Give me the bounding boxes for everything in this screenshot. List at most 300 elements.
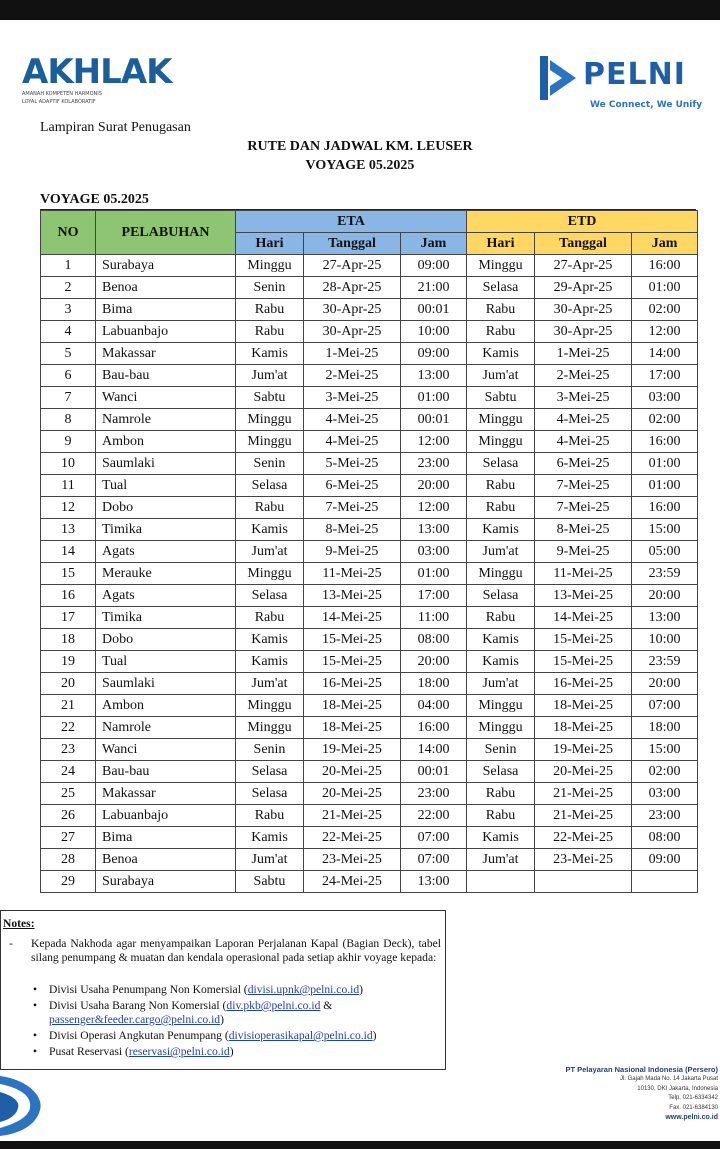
- cell-port: Labuanbajo: [96, 805, 236, 827]
- lampiran-label: Lampiran Surat Penugasan: [40, 120, 191, 135]
- cell-etd-jam: 05:00: [632, 541, 698, 563]
- cell-eta-hari: Jum'at: [236, 849, 304, 871]
- cell-etd-jam: 09:00: [632, 849, 698, 871]
- cell-etd-tanggal: 7-Mei-25: [535, 497, 632, 519]
- cell-eta-hari: Kamis: [236, 651, 304, 673]
- cell-eta-tanggal: 13-Mei-25: [304, 585, 401, 607]
- cell-eta-hari: Rabu: [236, 607, 304, 629]
- cell-eta-tanggal: 20-Mei-25: [304, 761, 401, 783]
- cell-etd-tanggal: [535, 871, 632, 893]
- cell-etd-tanggal: 15-Mei-25: [535, 651, 632, 673]
- cell-eta-tanggal: 1-Mei-25: [304, 343, 401, 365]
- cell-eta-jam: 00:01: [401, 299, 467, 321]
- cell-eta-jam: 00:01: [401, 761, 467, 783]
- schedule-body: [41, 255, 698, 893]
- document-subtitle: VOYAGE 05.2025: [305, 158, 415, 173]
- akhlak-tagline-2: LOYAL ADAPTIF KOLABORATIF: [22, 99, 96, 105]
- cell-etd-tanggal: 14-Mei-25: [535, 607, 632, 629]
- cell-port: Agats: [96, 541, 236, 563]
- cell-no: 3: [41, 299, 96, 321]
- table-row: [41, 497, 698, 519]
- header-eta-hari: Hari: [236, 233, 304, 255]
- akhlak-logo: [22, 52, 172, 105]
- note-text-end: ): [359, 983, 364, 996]
- table-row: [41, 453, 698, 475]
- table-row: [41, 299, 698, 321]
- cell-no: 11: [41, 475, 96, 497]
- header-port: PELABUHAN: [96, 211, 236, 255]
- cell-eta-hari: Selasa: [236, 475, 304, 497]
- cell-etd-tanggal: 21-Mei-25: [535, 783, 632, 805]
- cell-etd-hari: Jum'at: [467, 673, 535, 695]
- cell-etd-jam: 02:00: [632, 409, 698, 431]
- cell-eta-tanggal: 15-Mei-25: [304, 651, 401, 673]
- cell-etd-tanggal: 15-Mei-25: [535, 629, 632, 651]
- notes-heading: Notes:: [3, 917, 35, 930]
- cell-eta-tanggal: 21-Mei-25: [304, 805, 401, 827]
- table-row: [41, 541, 698, 563]
- cell-etd-tanggal: 1-Mei-25: [535, 343, 632, 365]
- cell-eta-jam: 13:00: [401, 519, 467, 541]
- pelni-wordmark: PELNI: [583, 57, 686, 92]
- header-etd-hari: Hari: [467, 233, 535, 255]
- cell-etd-hari: Rabu: [467, 321, 535, 343]
- cell-eta-jam: 10:00: [401, 321, 467, 343]
- cell-port: Bau-bau: [96, 761, 236, 783]
- cell-eta-jam: 08:00: [401, 629, 467, 651]
- cell-eta-hari: Senin: [236, 453, 304, 475]
- header-eta-jam: Jam: [401, 233, 467, 255]
- cell-port: Bima: [96, 827, 236, 849]
- cell-eta-jam: 07:00: [401, 849, 467, 871]
- cell-port: Wanci: [96, 739, 236, 761]
- cell-etd-jam: 02:00: [632, 299, 698, 321]
- cell-port: Namrole: [96, 409, 236, 431]
- cell-etd-jam: 16:00: [632, 255, 698, 277]
- cell-etd-hari: Rabu: [467, 475, 535, 497]
- cell-eta-tanggal: 20-Mei-25: [304, 783, 401, 805]
- cell-no: 6: [41, 365, 96, 387]
- cell-eta-tanggal: 6-Mei-25: [304, 475, 401, 497]
- cell-no: 10: [41, 453, 96, 475]
- cell-no: 20: [41, 673, 96, 695]
- table-row: [41, 519, 698, 541]
- pelni-swoosh-icon: [0, 1070, 50, 1140]
- cell-eta-hari: Minggu: [236, 695, 304, 717]
- cell-etd-jam: 23:59: [632, 563, 698, 585]
- cell-etd-tanggal: 21-Mei-25: [535, 805, 632, 827]
- footer-address-2: 10130, DKI Jakarta, Indonesia: [637, 1085, 718, 1092]
- cell-no: 18: [41, 629, 96, 651]
- footer-phone: Telp. 021-6334342: [668, 1095, 718, 1101]
- note-item: [31, 1045, 441, 1059]
- cell-port: Ambon: [96, 695, 236, 717]
- cell-eta-hari: Kamis: [236, 629, 304, 651]
- cell-eta-jam: 12:00: [401, 431, 467, 453]
- akhlak-tagline-1: AMANAH KOMPETEN HARMONIS: [22, 91, 102, 97]
- table-row: [41, 255, 698, 277]
- cell-etd-tanggal: 2-Mei-25: [535, 365, 632, 387]
- cell-eta-jam: 13:00: [401, 365, 467, 387]
- notes-box: [0, 910, 446, 1070]
- cell-no: 12: [41, 497, 96, 519]
- cell-etd-hari: Rabu: [467, 299, 535, 321]
- cell-etd-tanggal: 4-Mei-25: [535, 431, 632, 453]
- cell-eta-jam: 22:00: [401, 805, 467, 827]
- table-row: [41, 431, 698, 453]
- cell-no: 25: [41, 783, 96, 805]
- cell-etd-jam: 12:00: [632, 321, 698, 343]
- cell-etd-hari: Kamis: [467, 519, 535, 541]
- header-no: NO: [41, 211, 96, 255]
- cell-eta-hari: Minggu: [236, 563, 304, 585]
- cell-etd-jam: 01:00: [632, 277, 698, 299]
- footer-company: PT Pelayaran Nasional Indonesia (Persero): [565, 1065, 718, 1074]
- cell-etd-jam: 13:00: [632, 607, 698, 629]
- cell-etd-hari: Selasa: [467, 585, 535, 607]
- cell-etd-tanggal: 22-Mei-25: [535, 827, 632, 849]
- footer-fax: Fax. 021-6384130: [669, 1104, 718, 1111]
- cell-eta-hari: Jum'at: [236, 365, 304, 387]
- cell-port: Bima: [96, 299, 236, 321]
- cell-eta-jam: 18:00: [401, 673, 467, 695]
- note-text: Pusat Reservasi (: [49, 1045, 129, 1058]
- cell-etd-tanggal: 20-Mei-25: [535, 761, 632, 783]
- cell-eta-hari: Sabtu: [236, 387, 304, 409]
- note-text: Divisi Usaha Barang Non Komersial (: [49, 999, 227, 1012]
- cell-eta-tanggal: 18-Mei-25: [304, 695, 401, 717]
- cell-eta-jam: 00:01: [401, 409, 467, 431]
- cell-etd-tanggal: 9-Mei-25: [535, 541, 632, 563]
- cell-eta-jam: 04:00: [401, 695, 467, 717]
- email-link[interactable]: divisi.upnk@pelni.co.id: [247, 983, 360, 996]
- cell-no: 14: [41, 541, 96, 563]
- cell-etd-tanggal: 29-Apr-25: [535, 277, 632, 299]
- cell-etd-hari: Minggu: [467, 717, 535, 739]
- cell-etd-hari: Minggu: [467, 431, 535, 453]
- cell-etd-jam: 20:00: [632, 673, 698, 695]
- cell-no: 27: [41, 827, 96, 849]
- cell-etd-tanggal: 30-Apr-25: [535, 321, 632, 343]
- header-row-top: [41, 211, 698, 233]
- cell-eta-jam: 03:00: [401, 541, 467, 563]
- table-row: [41, 651, 698, 673]
- note-text-end: ): [220, 1013, 224, 1026]
- cell-eta-hari: Rabu: [236, 497, 304, 519]
- cell-no: 17: [41, 607, 96, 629]
- cell-etd-jam: 10:00: [632, 629, 698, 651]
- cell-no: 29: [41, 871, 96, 893]
- cell-eta-jam: 01:00: [401, 387, 467, 409]
- cell-etd-hari: Sabtu: [467, 387, 535, 409]
- cell-eta-tanggal: 4-Mei-25: [304, 409, 401, 431]
- cell-eta-tanggal: 9-Mei-25: [304, 541, 401, 563]
- voyage-label: VOYAGE 05.2025: [40, 192, 149, 207]
- header-eta: ETA: [236, 211, 467, 233]
- cell-eta-tanggal: 27-Apr-25: [304, 255, 401, 277]
- cell-etd-tanggal: 3-Mei-25: [535, 387, 632, 409]
- table-row: [41, 717, 698, 739]
- cell-port: Saumlaki: [96, 453, 236, 475]
- cell-etd-hari: Jum'at: [467, 849, 535, 871]
- document-title: RUTE DAN JADWAL KM. LEUSER: [247, 139, 473, 154]
- cell-no: 16: [41, 585, 96, 607]
- cell-eta-tanggal: 30-Apr-25: [304, 321, 401, 343]
- cell-no: 19: [41, 651, 96, 673]
- cell-port: Dobo: [96, 497, 236, 519]
- cell-etd-jam: 17:00: [632, 365, 698, 387]
- cell-eta-hari: Selasa: [236, 585, 304, 607]
- table-row: [41, 805, 698, 827]
- cell-eta-jam: 09:00: [401, 343, 467, 365]
- cell-port: Surabaya: [96, 255, 236, 277]
- cell-eta-tanggal: 5-Mei-25: [304, 453, 401, 475]
- cell-etd-tanggal: 7-Mei-25: [535, 475, 632, 497]
- cell-etd-jam: 08:00: [632, 827, 698, 849]
- table-row: [41, 409, 698, 431]
- cell-eta-hari: Minggu: [236, 409, 304, 431]
- cell-etd-jam: [632, 871, 698, 893]
- footer-web[interactable]: www.pelni.co.id: [665, 1114, 718, 1121]
- cell-etd-tanggal: 16-Mei-25: [535, 673, 632, 695]
- cell-etd-hari: [467, 871, 535, 893]
- cell-eta-hari: Senin: [236, 277, 304, 299]
- cell-etd-tanggal: 30-Apr-25: [535, 299, 632, 321]
- cell-eta-tanggal: 19-Mei-25: [304, 739, 401, 761]
- table-row: [41, 783, 698, 805]
- cell-etd-tanggal: 27-Apr-25: [535, 255, 632, 277]
- table-row: [41, 673, 698, 695]
- table-row: [41, 827, 698, 849]
- cell-etd-hari: Kamis: [467, 827, 535, 849]
- cell-port: Merauke: [96, 563, 236, 585]
- email-link[interactable]: passenger&feeder.cargo@pelni.co.id: [49, 1013, 221, 1026]
- header-eta-tanggal: Tanggal: [304, 233, 401, 255]
- cell-eta-jam: 07:00: [401, 827, 467, 849]
- cell-etd-jam: 15:00: [632, 739, 698, 761]
- cell-etd-jam: 18:00: [632, 717, 698, 739]
- bottom-black-bar: [0, 1141, 720, 1149]
- cell-port: Tual: [96, 475, 236, 497]
- cell-eta-jam: 20:00: [401, 475, 467, 497]
- cell-port: Saumlaki: [96, 673, 236, 695]
- cell-no: 26: [41, 805, 96, 827]
- cell-etd-hari: Selasa: [467, 761, 535, 783]
- cell-eta-hari: Rabu: [236, 299, 304, 321]
- cell-etd-hari: Selasa: [467, 453, 535, 475]
- cell-no: 24: [41, 761, 96, 783]
- cell-eta-jam: 23:00: [401, 783, 467, 805]
- cell-etd-tanggal: 19-Mei-25: [535, 739, 632, 761]
- cell-eta-jam: 13:00: [401, 871, 467, 893]
- note-text: Divisi Operasi Angkutan Penumpang (: [49, 1029, 229, 1042]
- table-row: [41, 849, 698, 871]
- cell-port: Timika: [96, 607, 236, 629]
- cell-eta-jam: 11:00: [401, 607, 467, 629]
- cell-port: Agats: [96, 585, 236, 607]
- pelni-tagline: We Connect, We Unify: [590, 100, 703, 110]
- cell-eta-tanggal: 30-Apr-25: [304, 299, 401, 321]
- cell-eta-hari: Minggu: [236, 431, 304, 453]
- notes-dash: -: [9, 937, 13, 950]
- email-link[interactable]: reservasi@pelni.co.id: [128, 1045, 230, 1058]
- cell-eta-hari: Rabu: [236, 805, 304, 827]
- cell-eta-tanggal: 18-Mei-25: [304, 717, 401, 739]
- email-link[interactable]: div.pkb@pelni.co.id: [226, 999, 321, 1012]
- cell-port: Makassar: [96, 783, 236, 805]
- cell-etd-jam: 16:00: [632, 497, 698, 519]
- note-text: Divisi Usaha Penumpang Non Komersial (: [49, 983, 248, 996]
- cell-eta-jam: 23:00: [401, 453, 467, 475]
- cell-etd-jam: 23:00: [632, 805, 698, 827]
- table-row: [41, 475, 698, 497]
- cell-etd-jam: 03:00: [632, 783, 698, 805]
- note-text-mid: &: [320, 999, 333, 1012]
- cell-no: 23: [41, 739, 96, 761]
- cell-etd-hari: Minggu: [467, 409, 535, 431]
- cell-eta-tanggal: 15-Mei-25: [304, 629, 401, 651]
- top-black-bar: [0, 0, 720, 20]
- cell-eta-tanggal: 28-Apr-25: [304, 277, 401, 299]
- cell-eta-tanggal: 22-Mei-25: [304, 827, 401, 849]
- cell-eta-tanggal: 3-Mei-25: [304, 387, 401, 409]
- cell-eta-jam: 12:00: [401, 497, 467, 519]
- header-etd-tanggal: Tanggal: [535, 233, 632, 255]
- cell-etd-tanggal: 8-Mei-25: [535, 519, 632, 541]
- cell-no: 28: [41, 849, 96, 871]
- cell-etd-tanggal: 13-Mei-25: [535, 585, 632, 607]
- note-item: [31, 999, 441, 1027]
- cell-no: 7: [41, 387, 96, 409]
- cell-etd-jam: 14:00: [632, 343, 698, 365]
- cell-etd-hari: Senin: [467, 739, 535, 761]
- cell-port: Benoa: [96, 849, 236, 871]
- cell-etd-jam: 02:00: [632, 761, 698, 783]
- cell-no: 9: [41, 431, 96, 453]
- cell-eta-jam: 21:00: [401, 277, 467, 299]
- cell-no: 5: [41, 343, 96, 365]
- cell-etd-hari: Minggu: [467, 563, 535, 585]
- cell-eta-tanggal: 14-Mei-25: [304, 607, 401, 629]
- cell-etd-hari: Kamis: [467, 651, 535, 673]
- cell-port: Namrole: [96, 717, 236, 739]
- cell-etd-hari: Minggu: [467, 255, 535, 277]
- cell-etd-jam: 20:00: [632, 585, 698, 607]
- cell-eta-hari: Minggu: [236, 255, 304, 277]
- notes-list: [31, 983, 441, 1061]
- cell-no: 4: [41, 321, 96, 343]
- table-row: [41, 629, 698, 651]
- cell-etd-jam: 01:00: [632, 475, 698, 497]
- cell-eta-hari: Sabtu: [236, 871, 304, 893]
- cell-eta-hari: Jum'at: [236, 673, 304, 695]
- cell-eta-jam: 16:00: [401, 717, 467, 739]
- schedule-table: [40, 210, 698, 893]
- cell-port: Dobo: [96, 629, 236, 651]
- cell-etd-jam: 15:00: [632, 519, 698, 541]
- cell-etd-hari: Rabu: [467, 607, 535, 629]
- cell-etd-tanggal: 23-Mei-25: [535, 849, 632, 871]
- cell-port: Ambon: [96, 431, 236, 453]
- cell-etd-tanggal: 11-Mei-25: [535, 563, 632, 585]
- table-row: [41, 365, 698, 387]
- cell-etd-hari: Rabu: [467, 783, 535, 805]
- cell-etd-hari: Jum'at: [467, 541, 535, 563]
- cell-eta-jam: 09:00: [401, 255, 467, 277]
- cell-eta-tanggal: 2-Mei-25: [304, 365, 401, 387]
- cell-eta-tanggal: 8-Mei-25: [304, 519, 401, 541]
- cell-eta-jam: 17:00: [401, 585, 467, 607]
- cell-eta-jam: 20:00: [401, 651, 467, 673]
- cell-eta-hari: Rabu: [236, 321, 304, 343]
- cell-no: 1: [41, 255, 96, 277]
- cell-etd-jam: 23:59: [632, 651, 698, 673]
- cell-eta-hari: Jum'at: [236, 541, 304, 563]
- cell-port: Timika: [96, 519, 236, 541]
- cell-eta-hari: Kamis: [236, 827, 304, 849]
- cell-etd-jam: 07:00: [632, 695, 698, 717]
- note-text-end: ): [229, 1045, 234, 1058]
- table-row: [41, 695, 698, 717]
- cell-port: Bau-bau: [96, 365, 236, 387]
- note-item: [31, 1029, 441, 1043]
- cell-port: Tual: [96, 651, 236, 673]
- table-row: [41, 563, 698, 585]
- cell-etd-tanggal: 18-Mei-25: [535, 695, 632, 717]
- cell-eta-tanggal: 11-Mei-25: [304, 563, 401, 585]
- cell-etd-jam: 16:00: [632, 431, 698, 453]
- pelni-arrow-icon: [538, 54, 578, 102]
- cell-etd-hari: Rabu: [467, 805, 535, 827]
- cell-port: Labuanbajo: [96, 321, 236, 343]
- cell-etd-tanggal: 6-Mei-25: [535, 453, 632, 475]
- cell-etd-hari: Rabu: [467, 497, 535, 519]
- cell-eta-tanggal: 7-Mei-25: [304, 497, 401, 519]
- cell-eta-jam: 14:00: [401, 739, 467, 761]
- cell-port: Wanci: [96, 387, 236, 409]
- footer-address-1: Jl. Gajah Mada No. 14 Jakarta Pusat: [619, 1076, 718, 1082]
- cell-etd-tanggal: 18-Mei-25: [535, 717, 632, 739]
- table-row: [41, 321, 698, 343]
- cell-eta-tanggal: 16-Mei-25: [304, 673, 401, 695]
- cell-etd-hari: Jum'at: [467, 365, 535, 387]
- email-link[interactable]: divisioperasikapal@pelni.co.id: [228, 1029, 373, 1042]
- table-row: [41, 871, 698, 893]
- table-row: [41, 387, 698, 409]
- header-etd-jam: Jam: [632, 233, 698, 255]
- table-row: [41, 761, 698, 783]
- cell-etd-tanggal: 4-Mei-25: [535, 409, 632, 431]
- cell-no: 15: [41, 563, 96, 585]
- cell-etd-hari: Minggu: [467, 695, 535, 717]
- cell-eta-hari: Selasa: [236, 783, 304, 805]
- cell-eta-tanggal: 23-Mei-25: [304, 849, 401, 871]
- cell-etd-hari: Selasa: [467, 277, 535, 299]
- cell-eta-hari: Kamis: [236, 343, 304, 365]
- cell-etd-jam: 03:00: [632, 387, 698, 409]
- note-text-end: ): [372, 1029, 377, 1042]
- cell-no: 21: [41, 695, 96, 717]
- note-item: [31, 983, 441, 997]
- cell-port: Surabaya: [96, 871, 236, 893]
- cell-port: Makassar: [96, 343, 236, 365]
- akhlak-wordmark: AKHLAK: [22, 52, 172, 92]
- cell-eta-tanggal: 4-Mei-25: [304, 431, 401, 453]
- table-row: [41, 343, 698, 365]
- cell-no: 8: [41, 409, 96, 431]
- table-row: [41, 585, 698, 607]
- cell-no: 2: [41, 277, 96, 299]
